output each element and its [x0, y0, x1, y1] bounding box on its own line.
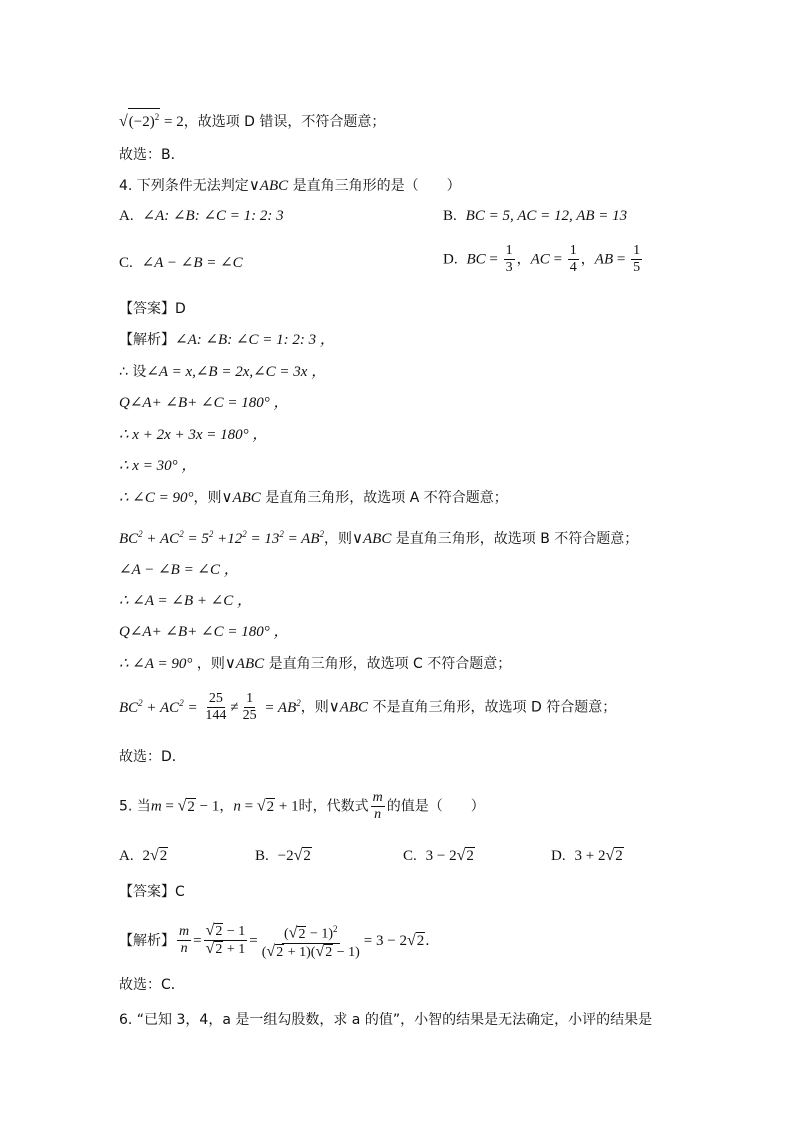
q5-option-b: B. −2√2 — [255, 847, 311, 864]
q4-option-c: C. ∠A − ∠B = ∠C — [119, 255, 243, 271]
q4-option-a: A. ∠A: ∠B: ∠C = 1: 2: 3 — [119, 208, 284, 224]
q4-analysis-13: 故选：D． — [119, 749, 186, 765]
triangle-symbol: ∨ABC — [248, 178, 289, 194]
q5-stem: 5. 当m = √2 − 1，n = √2 + 1时，代数式 $\frac{m}{n}$ 的值是（ ） — [119, 790, 485, 822]
q4-analysis-12: $BC^2 + AC^2$ = $\frac{25}{144}$ ≠ $\frac{1}{25}$ = $AB^2$，则∨ABC 不是直角三角形，故选项 D 符合题意； — [119, 691, 617, 723]
q4-analysis-9: ∴ ∠A = ∠B + ∠C ， — [119, 593, 253, 609]
q4-analysis-11: ∴ ∠A = 90° ，则∨ABC 是直角三角形，故选项 C 不符合题意； — [119, 656, 512, 672]
q4-analysis-10: Q∠A+ ∠B+ ∠C = 180° ， — [119, 624, 289, 640]
line-sqrt-d: $√(-2)^2 = 2$，故选项 D 错误，不符合题意； — [119, 108, 385, 132]
line1-text: ，故选项 D 错误，不符合题意； — [183, 114, 386, 130]
q4-analysis-6: ∴ ∠C = 90°，则∨ABC 是直角三角形，故选项 A 不符合题意； — [119, 490, 508, 506]
q4-analysis-1: 【解析】∠A: ∠B: ∠C = 1: 2: 3 ， — [119, 332, 335, 348]
q4-option-d: D. BC = $\frac{1}{3}$ ，AC = $\frac{1}{4}$ ，AB = $\frac{1}{5}$ — [443, 243, 641, 275]
q4-analysis-2: ∴ 设∠A = x,∠B = 2x,∠C = 3x ， — [119, 364, 327, 380]
q6-stem: 6. “已知 3，4，a 是一组勾股数，求 a 的值”，小智的结果是无法确定，小评的结果是 — [119, 1012, 653, 1028]
q4-answer: 【答案】D — [119, 301, 186, 317]
q5-option-a: A. 2√2 — [119, 847, 168, 864]
q5-analysis: 【解析】 $\frac{m}{n}$ = $\frac{√2 - 1}{√2 + 1}$ = $\frac{(√2 - 1)^2}{(√2 + 1)(√2 - 1)}$ = 3 − 2√2． — [119, 922, 440, 960]
q5-answer: 【答案】C — [119, 884, 185, 900]
q4-analysis-7: $BC^2 + AC^2 = 5^2 +12^2 = 13^2 = AB^2$，则∨ABC 是直角三角形，故选项 B 不符合题意； — [119, 529, 639, 547]
sqrt-expr: $(-2)^2$ — [128, 108, 160, 130]
q5-option-d: D. 3 + 2√2 — [551, 847, 623, 864]
q4-analysis-4: ∴ x + 2x + 3x = 180° ， — [119, 427, 268, 443]
q4-analysis-5: ∴ x = 30° ， — [119, 458, 197, 474]
q4-option-b: B. BC = 5, AC = 12, AB = 13 — [443, 208, 628, 224]
q4-analysis-8: ∠A − ∠B = ∠C ， — [119, 562, 239, 578]
answer-b: 故选：B． — [119, 147, 185, 163]
q5-option-c: C. 3 − 2√2 — [403, 847, 474, 864]
q4-stem: 4. 下列条件无法判定∨ABC 是直角三角形的是（ ） — [119, 178, 461, 194]
q4-analysis-3: Q∠A+ ∠B+ ∠C = 180° ， — [119, 395, 289, 411]
q5-analysis-2: 故选：C． — [119, 977, 185, 993]
